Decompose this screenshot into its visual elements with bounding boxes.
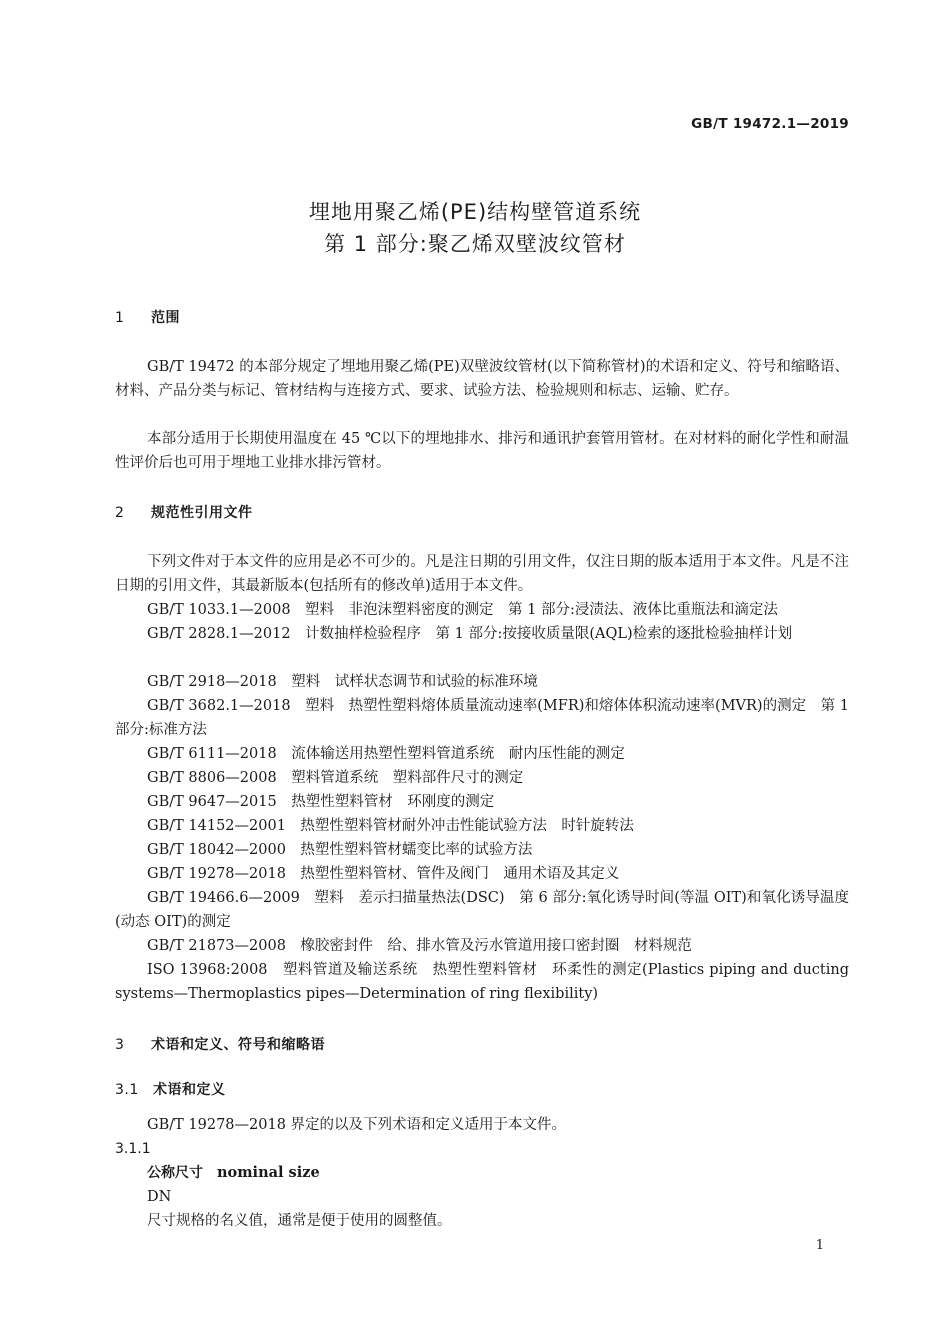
reference-item: GB/T 1033.1—2008 塑料 非泡沫塑料密度的测定 第 1 部分:浸渍法、液体比重瓶法和滴定法 bbox=[147, 602, 778, 618]
section-title: 范围 bbox=[151, 310, 180, 326]
reference-item: GB/T 18042—2000 热塑性塑料管材蠕变比率的试验方法 bbox=[147, 842, 533, 858]
document-title-line-1: 埋地用聚乙烯(PE)结构壁管道系统 bbox=[308, 200, 642, 224]
section-3-heading bbox=[115, 1034, 325, 1054]
document-title-line-2: 第 1 部分:聚乙烯双壁波纹管材 bbox=[324, 232, 626, 256]
section-number: 3 bbox=[115, 1037, 125, 1053]
term-name-cn: 公称尺寸 bbox=[147, 1165, 203, 1181]
reference-item: GB/T 2828.1—2012 计数抽样检验程序 第 1 部分:按接收质量限(AQL)检索的逐批检验抽样计划 bbox=[147, 626, 793, 642]
reference-item: GB/T 2918—2018 塑料 试样状态调节和试验的标准环境 bbox=[147, 674, 538, 690]
reference-item: GB/T 21873—2008 橡胶密封件 给、排水管及污水管道用接口密封圈 材料规范 bbox=[147, 938, 692, 954]
section-number: 1 bbox=[115, 310, 125, 326]
term-symbol: DN bbox=[147, 1189, 172, 1205]
paragraph: GB/T 19472 的本部分规定了埋地用聚乙烯(PE)双壁波纹管材(以下简称管材)的术语和定义、符号和缩略语、材料、产品分类与标记、管材结构与连接方式、要求、试验方法、检验规则和标志、运输、贮存。 bbox=[115, 359, 849, 399]
reference-item: GB/T 3682.1—2018 塑料 热塑性塑料熔体质量流动速率(MFR)和熔体体积流动速率(MVR)的测定 第 1 部分:标准方法 bbox=[115, 698, 849, 738]
section-title: 术语和定义、符号和缩略语 bbox=[151, 1037, 325, 1053]
reference-item: GB/T 8806—2008 塑料管道系统 塑料部件尺寸的测定 bbox=[147, 770, 524, 786]
paragraph: 下列文件对于本文件的应用是必不可少的。凡是注日期的引用文件，仅注日期的版本适用于本文件。凡是不注日期的引用文件，其最新版本(包括所有的修改单)适用于本文件。 bbox=[115, 554, 849, 594]
section-title: 规范性引用文件 bbox=[151, 505, 253, 521]
subsection-number: 3.1 bbox=[115, 1082, 139, 1098]
term-name-en: nominal size bbox=[217, 1164, 320, 1181]
term-name-line bbox=[147, 1161, 320, 1185]
term-definition: 尺寸规格的名义值，通常是便于使用的圆整值。 bbox=[147, 1213, 452, 1229]
reference-item: ISO 13968:2008 塑料管道及输送系统 热塑性塑料管材 环柔性的测定(Plastics piping and ducting systems—Thermoplastics pipes—Determination of ring flexibility) bbox=[115, 962, 849, 1002]
reference-item: GB/T 14152—2001 热塑性塑料管材耐外冲击性能试验方法 时针旋转法 bbox=[147, 818, 634, 834]
section-1-heading bbox=[115, 307, 180, 327]
page-number: 1 bbox=[815, 1238, 824, 1253]
section-number: 2 bbox=[115, 505, 125, 521]
section-2-heading bbox=[115, 502, 253, 522]
reference-item: GB/T 9647—2015 热塑性塑料管材 环刚度的测定 bbox=[147, 794, 495, 810]
subsection-title: 术语和定义 bbox=[153, 1082, 226, 1098]
reference-item: GB/T 19278—2018 热塑性塑料管材、管件及阀门 通用术语及其定义 bbox=[147, 866, 620, 882]
paragraph: 本部分适用于长期使用温度在 45 ℃以下的埋地排水、排污和通讯护套管用管材。在对材料的耐化学性和耐温性评价后也可用于埋地工业排水排污管材。 bbox=[115, 431, 849, 471]
subsection-3-1-heading bbox=[115, 1079, 226, 1099]
term-number: 3.1.1 bbox=[115, 1141, 151, 1157]
reference-item: GB/T 19466.6—2009 塑料 差示扫描量热法(DSC) 第 6 部分:氧化诱导时间(等温 OIT)和氧化诱导温度(动态 OIT)的测定 bbox=[115, 890, 849, 930]
reference-item: GB/T 6111—2018 流体输送用热塑性塑料管道系统 耐内压性能的测定 bbox=[147, 746, 625, 762]
paragraph: GB/T 19278—2018 界定的以及下列术语和定义适用于本文件。 bbox=[147, 1117, 567, 1133]
standard-code: GB/T 19472.1—2019 bbox=[691, 116, 849, 132]
